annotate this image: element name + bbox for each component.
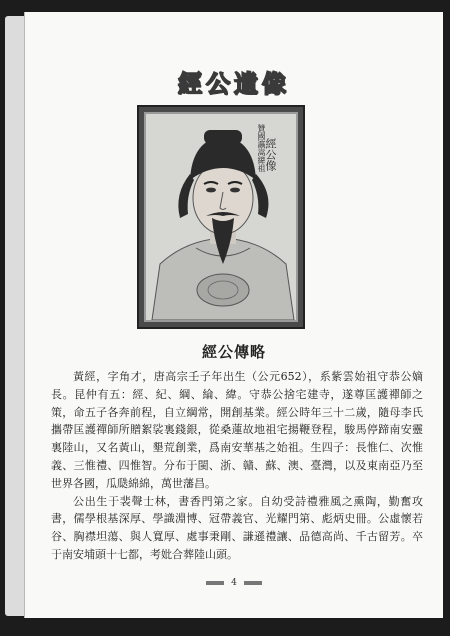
paragraph: 公出生于裴聲士林，書香門第之家。自幼受詩禮雅風之熏陶，勤奮攻書，儒學根基深厚、學識淵博、冠帶義官、光耀門第、彪炳史冊。公虛懷若谷、胸襟坦蕩、與人寬厚、處事秉剛、謙遜禮讓、品德高尚、千古留芳。卒于南安埔頭十七都，考妣合葬陸山頭。 bbox=[51, 494, 423, 561]
portrait-inscription-large: 經公像 bbox=[264, 138, 277, 171]
portrait-frame bbox=[137, 105, 305, 329]
portrait-inscription-small: 贊國瀛嵩緯祖 bbox=[257, 124, 266, 172]
portrait-image bbox=[144, 112, 298, 322]
section-heading: 經公傳略 bbox=[201, 343, 266, 361]
document-page bbox=[24, 12, 443, 618]
page-number-value: 4 bbox=[231, 578, 237, 588]
biography-text bbox=[51, 368, 423, 564]
page-title: 經公遺像 bbox=[178, 69, 290, 98]
right-ornament-icon bbox=[244, 581, 262, 585]
paragraph: 黃經，字角才，唐高宗壬子年出生（公元652），系紫雲始祖守恭公嫡長。昆仲有五：經、紀、綱、綸、緯。守恭公捨宅建寺，遂尊匡護禪師之策，命五子各奔前程，自立綱常，開創基業。經公時年三十二歲，隨母李氏攜帶匡護禪師所贈絮裟裏錢銀，從桑蓮故地祖宅揚鞭登程，駿馬停蹄南安靈裏陸山，又名黃山，墾荒創業，爲南安華基之始祖。生四子：長惟仁、次惟義、三惟禮、四惟智。分布于閩、浙、贛、蘇、澳、臺灣，以及東南亞乃至世界各國，瓜瓞綿綿，萬世藩昌。 bbox=[51, 370, 423, 490]
left-ornament-icon bbox=[206, 581, 224, 585]
page-number bbox=[25, 578, 443, 588]
previous-page-edge bbox=[5, 16, 25, 616]
